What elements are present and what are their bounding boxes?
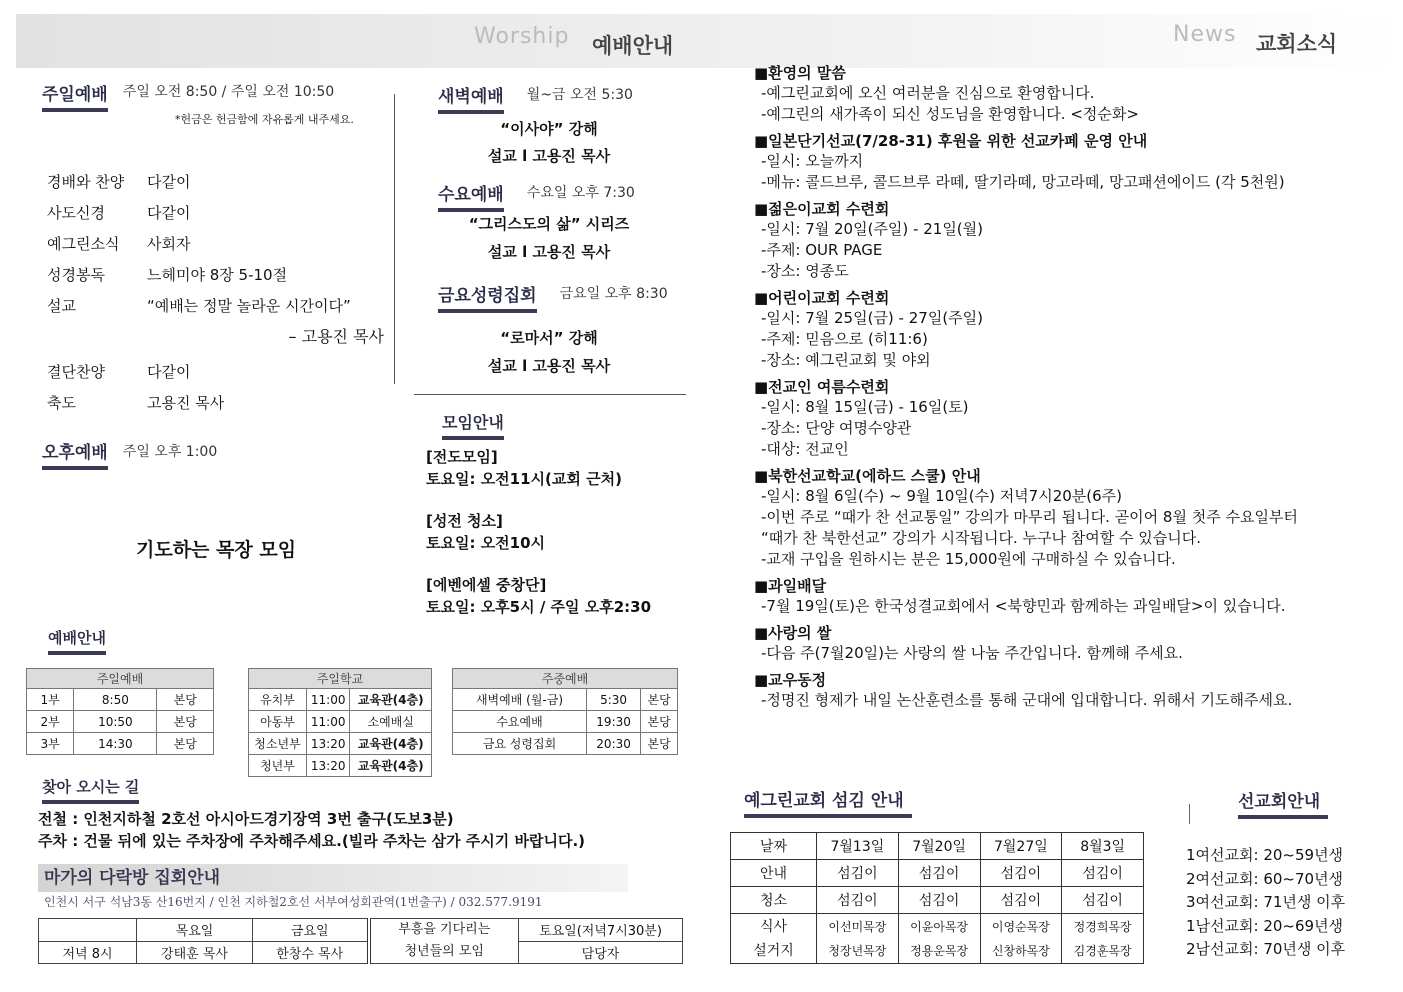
- table-row: 안내 섬김이 섬김이 섬김이 섬김이: [731, 860, 1144, 887]
- list-item: 1여선교회: 20~59년생: [1186, 846, 1344, 864]
- directions-subway: 전철 : 인천지하철 2호선 아시아드경기장역 3번 출구(도보3분): [38, 810, 454, 828]
- order-row: 축도 고용진 목사: [47, 394, 225, 412]
- worship-en-title: Worship: [474, 24, 570, 49]
- table-row: 날짜 7월13일 7월20일 7월27일 8월3일: [731, 833, 1144, 860]
- table-row: 식사 설거지 이선미목장 청장년목장 이윤아목장 정용운목장 이영순목장 신창하목장 정경희목장 김경훈목장: [731, 914, 1144, 964]
- news-item: ■어린이교회 수련회 -일시: 7월 25일(금) - 27일(주일) -주제: 믿음으로 (히11:6) -장소: 예그린교회 및 야외: [754, 289, 983, 369]
- meetings-list: [426, 446, 696, 618]
- table-row: 아동부 11:00 소예배실: [249, 711, 432, 733]
- meeting-time: 토요일: 오전10시: [426, 534, 546, 552]
- friday-title: 금요성령집회: [438, 281, 537, 313]
- news-list: [754, 62, 1394, 711]
- table-row: 청소년부 13:20 교육관(4층): [249, 733, 432, 755]
- sunday-worship-table: 주일예배 1부 8:50 본당 2부 10:50 본당 3부 14:30 본당: [26, 668, 214, 755]
- meeting-name: [전도모임]: [426, 448, 498, 466]
- table-row: 3부 14:30 본당: [27, 733, 214, 755]
- list-item: 1남선교회: 20~69년생: [1186, 916, 1344, 935]
- dawn-speaker: 설교 l 고용진 목사: [487, 147, 611, 165]
- news-item: ■환영의 말씀 -예그린교회에 오신 여러분을 진심으로 환영합니다. -예그린의 새가족이 되신 성도님을 환영합니다. <정순화>: [754, 64, 1139, 123]
- news-item: ■북한선교학교(에하드 스쿨) 안내 -일시: 8월 6일(수) ~ 9월 10일(수) 저녁7시20분(6주) -이번 주로 “때가 찬 선교통일” 강의가 마무리 됩니다. 곧이어 8월 첫주 수요일부터 “때가 찬 북한선교” 강의가 시작됩니다. 누구나 참여할 수 있습니다. -교재 구입을 원하시는 분은 15,000원에 구매하실 수 있습니다.: [754, 467, 1298, 568]
- news-item: ■일본단기선교(7/28-31) 후원을 위한 선교카페 운영 안내 -일시: 오늘까지 -메뉴: 콜드브루, 콜드브루 라떼, 딸기라떼, 망고라떼, 망고패션에이드 (각 5천원): [754, 132, 1285, 191]
- news-ko-title: 교회소식: [1256, 32, 1338, 56]
- meeting-time: 토요일: 오전11시(교회 근처): [426, 470, 622, 488]
- order-row: 결단찬양 다같이: [47, 363, 191, 381]
- prayer-meeting: 기도하는 목장 모임: [136, 539, 297, 561]
- meetings-section: [442, 410, 504, 440]
- news-item: ■교우동정 -정명진 형제가 내일 논산훈련소를 통해 군대에 입대합니다. 위해서 기도해주세요.: [754, 671, 1293, 709]
- friday-sermon: “로마서” 강해: [500, 329, 598, 347]
- list-item: 2여선교회: 60~70년생: [1186, 869, 1344, 888]
- sunday-worship-title: 주일예배: [42, 80, 108, 112]
- worship-ko-title: 예배안내: [592, 34, 674, 58]
- order-row: 예그린소식 사회자: [47, 235, 191, 253]
- dawn-time: 월~금 오전 5:30: [526, 87, 633, 103]
- sunday-school-table: 주일학교 유치부 11:00 교육관(4층) 아동부 11:00 소예배실 청소년부 13:20 교육관(4층) 청년부 13:20 교육관(4층): [248, 668, 432, 777]
- table-row: 1부 8:50 본당: [27, 689, 214, 711]
- sunday-order-list: [47, 166, 392, 418]
- meeting-name: [성전 청소]: [426, 512, 503, 530]
- mission-section: [1238, 787, 1328, 819]
- friday-speaker: 설교 l 고용진 목사: [487, 357, 611, 375]
- news-item: ■젊은이교회 수련회 -일시: 7월 20일(주일) - 21일(월) -주제: OUR PAGE -장소: 영종도: [754, 200, 983, 280]
- wednesday-title: 수요예배: [438, 180, 504, 212]
- meeting-name: [에벤에셀 중창단]: [426, 576, 547, 594]
- directions-title: 찾아 오시는 길: [42, 776, 139, 804]
- dawn-title: 새벽예배: [438, 82, 504, 114]
- news-item: ■전교인 여름수련회 -일시: 8월 15일(금) - 16일(토) -장소: 단양 여명수양관 -대상: 전교인: [754, 378, 969, 458]
- offering-note: *헌금은 헌금함에 자유롭게 내주세요.: [175, 113, 354, 126]
- column-divider: [394, 94, 395, 384]
- order-row: 경배와 찬양 다같이: [47, 173, 191, 191]
- table-row: 저녁 8시 강태훈 목사 한창수 목사 담당자: [39, 941, 683, 964]
- table-row: 수요예배 19:30 본당: [453, 711, 678, 733]
- wednesday-section: [438, 180, 635, 212]
- afternoon-worship-title: 오후예배: [42, 438, 108, 470]
- mission-title: 선교회안내: [1238, 787, 1328, 819]
- table-row: 2부 10:50 본당: [27, 711, 214, 733]
- dawn-section: [438, 82, 633, 114]
- friday-time: 금요일 오후 8:30: [559, 286, 668, 302]
- table-row: 유치부 11:00 교육관(4층): [249, 689, 432, 711]
- sunday-worship-times: 주일 오전 8:50 / 주일 오전 10:50: [122, 84, 335, 100]
- mission-list: [1186, 844, 1345, 962]
- meeting-time: 토요일: 오후5시 / 주일 오후2:30: [426, 598, 652, 616]
- list-item: 3여선교회: 71년생 이후: [1186, 893, 1346, 911]
- serving-section: [744, 786, 912, 818]
- news-item: ■사랑의 쌀 -다음 주(7월20일)는 사랑의 쌀 나눔 주간입니다. 함께해 주세요.: [754, 624, 1183, 662]
- wednesday-time: 수요일 오후 7:30: [526, 185, 635, 201]
- upper-room-title: 마가의 다락방 집회안내: [44, 868, 221, 888]
- wednesday-sermon: “그리스도의 삶” 시리즈: [468, 215, 630, 233]
- serving-table: [730, 832, 1144, 964]
- worship-info-section: [48, 627, 106, 655]
- meetings-title: 모임안내: [442, 410, 504, 440]
- news-item: ■과일배달 -7월 19일(토)은 한국성결교회에서 <북향민과 함께하는 과일배달>이 있습니다.: [754, 577, 1286, 615]
- table-row: 청소 섬김이 섬김이 섬김이 섬김이: [731, 887, 1144, 914]
- table-row: 청년부 13:20 교육관(4층): [249, 755, 432, 777]
- preacher-line: – 고용진 목사: [288, 327, 384, 346]
- order-row: 성경봉독 느헤미야 8장 5-10절: [47, 266, 288, 284]
- news-en-title: News: [1173, 22, 1237, 47]
- upper-room-table: 목요일 금요일 부흥을 기다리는 청년들의 모임 토요일(저녁7시30분) 저녁 8시 강태훈 목사 한창수 목사 담당자: [38, 918, 683, 964]
- serving-title: 예그린교회 섬김 안내: [744, 786, 912, 818]
- mission-divider: [1189, 804, 1190, 824]
- worship-info-title: 예배안내: [48, 627, 106, 655]
- directions-section: [42, 776, 139, 804]
- weekday-worship-table: 주중예배 새벽예배 (월-금) 5:30 본당 수요예배 19:30 본당 금요 성령집회 20:30 본당: [452, 668, 678, 755]
- directions-parking: 주차 : 건물 뒤에 있는 주차장에 주차해주세요.(빌라 주차는 삼가 주시기 바랍니다.): [38, 832, 586, 850]
- table-row: 금요 성령집회 20:30 본당: [453, 733, 678, 755]
- list-item: 2남선교회: 70년생 이후: [1186, 940, 1346, 958]
- friday-section: [438, 281, 668, 313]
- table-row: 새벽예배 (월-금) 5:30 본당: [453, 689, 678, 711]
- order-row: 설교 “예배는 정말 놀라운 시간이다”: [47, 297, 351, 315]
- afternoon-worship-time: 주일 오후 1:00: [122, 444, 218, 460]
- sunday-worship-section: [42, 80, 334, 112]
- afternoon-worship-section: [42, 438, 217, 470]
- wednesday-speaker: 설교 l 고용진 목사: [487, 243, 611, 261]
- order-row: 사도신경 다같이: [47, 204, 191, 222]
- upper-room-banner: [38, 864, 628, 892]
- upper-room-address: 인천시 서구 석남3동 산16번지 / 인천 지하철2호선 서부여성회관역(1번출구) / 032.577.9191: [44, 895, 543, 909]
- dawn-sermon: “이사야” 강해: [500, 120, 598, 138]
- section-divider: [414, 394, 686, 395]
